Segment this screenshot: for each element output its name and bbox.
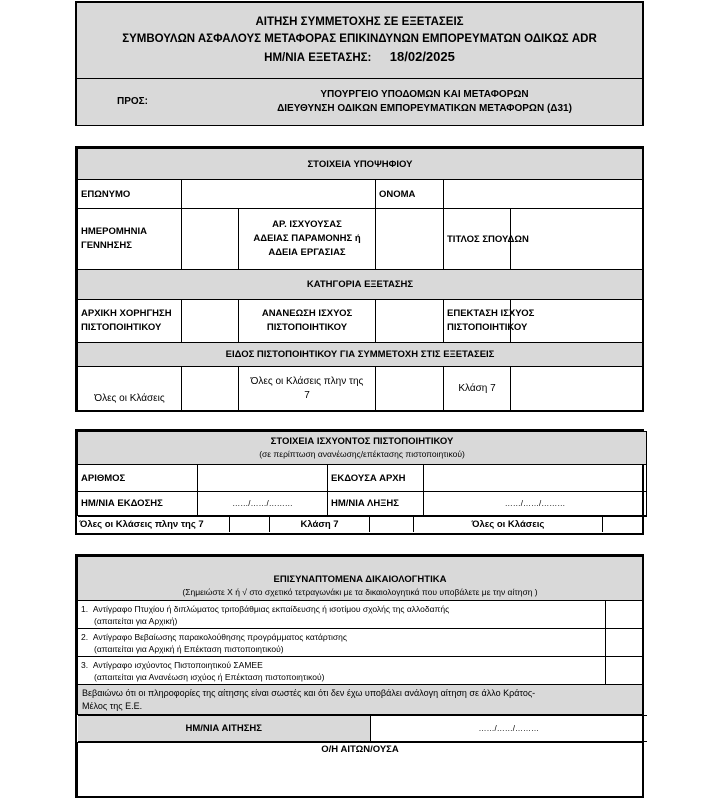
initial-issue-label-line2: ΠΙΣΤΟΠΟΙΗΤΙΚΟΥ: [81, 322, 162, 333]
initial-issue-label-line1: ΑΡΧΙΚΗ ΧΟΡΗΓΗΣΗ: [81, 308, 172, 319]
name-field[interactable]: [444, 180, 643, 209]
surname-field[interactable]: [182, 180, 376, 209]
documents-subtitle: (Σημειώστε Χ ή √ στο σχετικό τετραγωνάκι με τα δικαιολογητικά που υποβάλετε με την αίτηση ): [182, 587, 538, 597]
extension-label-line1: ΕΠΕΚΤΑΣΗ ΙΣΧΥΟΣ: [447, 308, 535, 319]
current-all-classes-checkbox[interactable]: [603, 517, 647, 533]
documents-box: [75, 554, 644, 798]
document-item-2-text: Αντίγραφο Βεβαίωσης παρακολούθησης προγράμματος κατάρτισης: [92, 631, 347, 642]
to-label: ΠΡΟΣ:: [117, 96, 149, 107]
degree-label: ΤΙΤΛΟΣ ΣΠΟΥΔΩΝ: [444, 209, 511, 270]
certificate-class-row: [78, 516, 647, 533]
certificate-number-field[interactable]: [198, 465, 328, 492]
initial-issue-label: [78, 300, 182, 343]
candidate-section-title: ΣΤΟΙΧΕΙΑ ΥΠΟΨΗΦΙΟΥ: [78, 149, 643, 180]
certificate-type-title: ΕΙΔΟΣ ΠΙΣΤΟΠΟΙΗΤΙΚΟΥ ΓΙΑ ΣΥΜΜΕΤΟΧΗ ΣΤΙΣ ΕΞΕΤΑΣΕΙΣ: [78, 343, 643, 367]
issuing-authority-label: ΕΚΔΟΥΣΑ ΑΡΧΗ: [328, 465, 424, 492]
recipient-line1: ΥΠΟΥΡΓΕΙΟ ΥΠΟΔΟΜΩΝ ΚΑΙ ΜΕΤΑΦΟΡΩΝ: [320, 88, 529, 100]
document-item-1-line2: (απαιτείται για Αρχική): [94, 615, 178, 626]
document-item-1-line1: [81, 603, 602, 615]
permit-label-line2: ΑΔΕΙΑΣ ΠΑΡΑΜΟΝΗΣ ή: [253, 233, 361, 244]
current-certificate-subtitle: (σε περίπτωση ανανέωσης/επέκτασης πιστοποιητικού): [259, 449, 465, 459]
recipient-row: [77, 78, 642, 125]
current-class-7-checkbox[interactable]: [370, 517, 414, 533]
all-classes-checkbox[interactable]: [182, 367, 239, 411]
signature-area[interactable]: [78, 743, 643, 798]
declaration-line2: Μέλος της Ε.Ε.: [82, 700, 143, 711]
birth-date-label-line2: ΓΕΝΝΗΣΗΣ: [81, 240, 132, 251]
application-date-field[interactable]: ……/……/………: [371, 716, 647, 742]
documents-title: [78, 557, 643, 601]
current-all-except-7-label: Όλες οι Κλάσεις πλην της 7: [78, 517, 230, 533]
all-classes-label: Όλες οι Κλάσεις: [78, 367, 182, 411]
exam-date-label: ΗΜ/ΝΙΑ ΕΞΕΤΑΣΗΣ:: [264, 51, 372, 64]
declaration: [78, 685, 643, 715]
document-item-2-number: 2.: [81, 631, 89, 642]
issuing-authority-field[interactable]: [424, 465, 647, 492]
document-item-3-text: Αντίγραφο ισχύοντος Πιστοποιητικού ΣΑΜΕΕ: [92, 659, 263, 670]
document-item-3-checkbox[interactable]: [606, 657, 643, 685]
document-item-2-checkbox[interactable]: [606, 629, 643, 657]
document-item-2: [78, 629, 606, 657]
form-title: [77, 3, 642, 78]
certificate-number-label: ΑΡΙΘΜΟΣ: [78, 465, 198, 492]
extension-label-line2: ΠΙΣΤΟΠΟΙΗΤΙΚΟΥ: [447, 322, 528, 333]
current-all-except-7-checkbox[interactable]: [230, 517, 270, 533]
document-item-1-checkbox[interactable]: [606, 601, 643, 629]
current-all-classes-label: Όλες οι Κλάσεις: [414, 517, 603, 533]
document-item-2-line1: [81, 631, 602, 643]
certificate-box: [75, 429, 644, 535]
document-item-1-text: Αντίγραφο Πτυχίου ή διπλώματος τριτοβάθμιας εκπαίδευσης ή ισοτίμου σχολής της αλλοδαπής: [92, 603, 450, 614]
signature-label: Ο/Η ΑΙΤΩΝ/ΟΥΣΑ: [321, 744, 399, 755]
issue-date-label: ΗΜ/ΝΙΑ ΕΚΔΟΣΗΣ: [78, 492, 198, 516]
degree-field[interactable]: [511, 209, 643, 270]
current-certificate-title-line: ΣΤΟΙΧΕΙΑ ΙΣΧΥΟΝΤΟΣ ΠΙΣΤΟΠΟΙΗΤΙΚΟΥ: [270, 436, 454, 447]
document-item-3-number: 3.: [81, 659, 89, 670]
current-certificate-title: [78, 432, 647, 465]
recipient: [207, 79, 642, 125]
permit-label-line1: ΑΡ. ΙΣΧΥΟΥΣΑΣ: [272, 219, 342, 230]
renewal-label: [239, 300, 376, 343]
birth-date-label-line1: ΗΜΕΡΟΜΗΝΙΑ: [81, 226, 147, 237]
initial-issue-checkbox[interactable]: [182, 300, 239, 343]
expiry-date-label: ΗΜ/ΝΙΑ ΛΗΞΗΣ: [328, 492, 424, 516]
class-7-label: Κλάση 7: [444, 367, 511, 411]
all-except-7-label-line2: 7: [304, 389, 310, 401]
document-item-1: [78, 601, 606, 629]
application-date-row: [78, 715, 643, 743]
permit-label: [239, 209, 376, 270]
exam-date-value: 18/02/2025: [389, 48, 455, 64]
birth-date-label: [78, 209, 182, 270]
document-item-3-line1: [81, 659, 602, 671]
expiry-date-field[interactable]: ……/……/………: [424, 492, 647, 516]
exam-date-row: [80, 48, 639, 67]
declaration-line1: Βεβαιώνω ότι οι πληροφορίες της αίτησης είναι σωστές και ότι δεν έχω υποβάλει ανάλογη αίτηση σε άλλο Κράτος-: [82, 687, 536, 698]
documents-title-line: ΕΠΙΣΥΝΑΠΤΟΜΕΝΑ ΔΙΚΑΙΟΛΟΓΗΤΙΚΑ: [273, 574, 447, 585]
recipient-line2: ΔΙΕΥΘΥΝΣΗ ΟΔΙΚΩΝ ΕΜΠΟΡΕΥΜΑΤΙΚΩΝ ΜΕΤΑΦΟΡΩΝ (Δ31): [277, 102, 572, 114]
all-except-7-label: [239, 367, 376, 411]
class-7-checkbox[interactable]: [511, 367, 643, 411]
all-except-7-checkbox[interactable]: [376, 367, 444, 411]
document-item-1-number: 1.: [81, 603, 89, 614]
header-box: [75, 1, 644, 126]
candidate-box: [75, 146, 644, 412]
renewal-label-line1: ΑΝΑΝΕΩΣΗ ΙΣΧΥΟΣ: [261, 308, 353, 319]
extension-checkbox[interactable]: [511, 300, 643, 343]
permit-label-line3: ΑΔΕΙΑ ΕΡΓΑΣΙΑΣ: [268, 247, 346, 258]
form-title-line2: ΣΥΜΒΟΥΛΩΝ ΑΣΦΑΛΟΥΣ ΜΕΤΑΦΟΡΑΣ ΕΠΙΚΙΝΔΥΝΩΝ ΕΜΠΟΡΕΥΜΑΤΩΝ ΟΔΙΚΩΣ ADR: [122, 32, 597, 45]
birth-date-field[interactable]: [182, 209, 239, 270]
permit-field[interactable]: [376, 209, 444, 270]
category-section-title: ΚΑΤΗΓΟΡΙΑ ΕΞΕΤΑΣΗΣ: [78, 270, 643, 300]
all-except-7-label-line1: Όλες οι Κλάσεις πλην της: [250, 375, 364, 387]
issue-date-field[interactable]: ……/……/………: [198, 492, 328, 516]
surname-label: ΕΠΩΝΥΜΟ: [78, 180, 182, 209]
renewal-label-line2: ΠΙΣΤΟΠΟΙΗΤΙΚΟΥ: [266, 322, 348, 333]
application-date-label: ΗΜ/ΝΙΑ ΑΙΤΗΣΗΣ: [78, 716, 371, 742]
form-title-line1: ΑΙΤΗΣΗ ΣΥΜΜΕΤΟΧΗΣ ΣΕ ΕΞΕΤΑΣΕΙΣ: [255, 15, 464, 28]
document-item-2-line2: (απαιτείται για Αρχική ή Επέκταση πιστοποιητικού): [94, 643, 284, 654]
document-item-3-line2: (απαιτείται για Ανανέωση ισχύος ή Επέκταση πιστοποιητικού): [94, 671, 325, 682]
extension-label: [444, 300, 535, 343]
name-label: ΟΝΟΜΑ: [376, 180, 444, 209]
renewal-checkbox[interactable]: [376, 300, 444, 343]
current-class-7-label: Κλάση 7: [270, 517, 370, 533]
document-item-3: [78, 657, 606, 685]
